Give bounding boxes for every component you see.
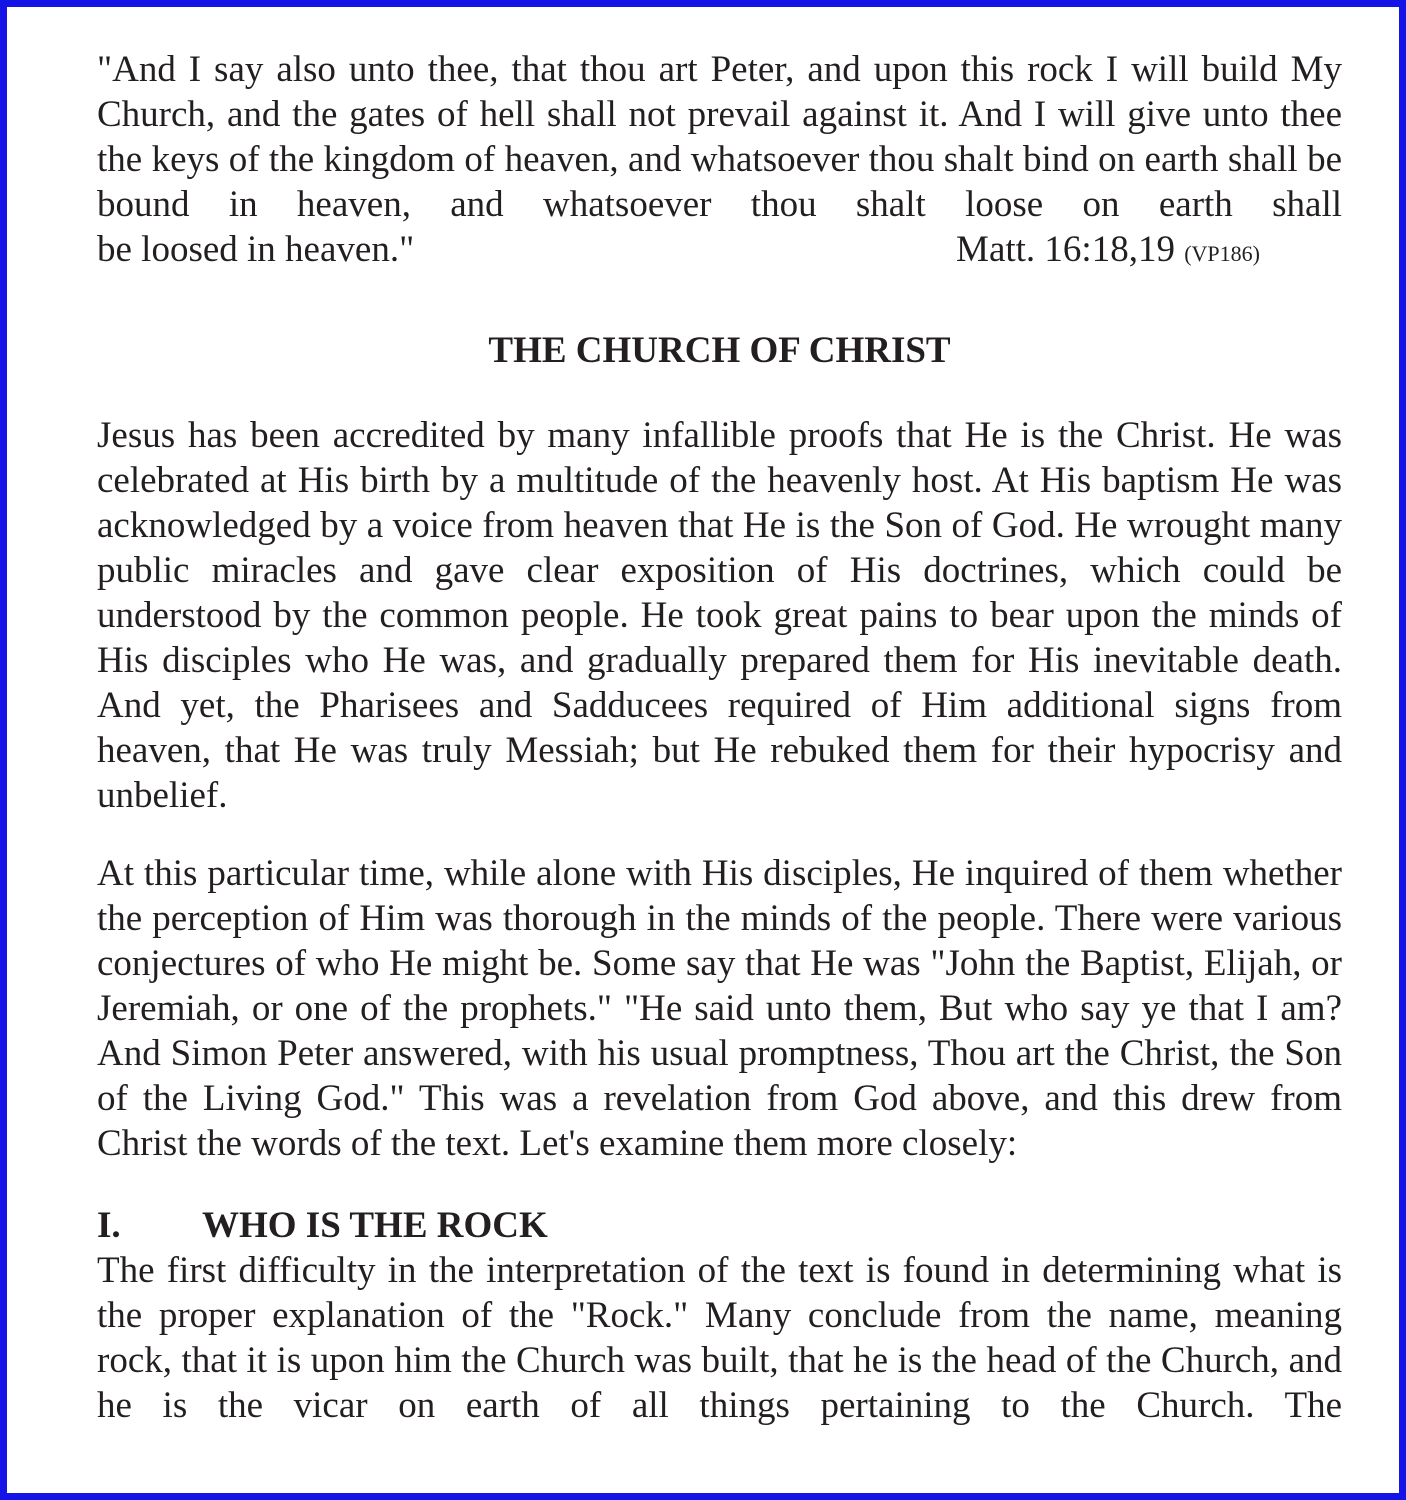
document-body [97, 47, 1342, 1428]
citation-ref: (VP186) [1184, 241, 1260, 266]
quote-ending: be loosed in heaven." [97, 229, 415, 270]
paragraph-gap [97, 818, 1342, 851]
quote-last-line [97, 227, 1342, 276]
paragraph-2: At this particular time, while alone with His disciples, He inquired of them whether the perception of Him was thorough in the minds of the people. There were various conjectures of who He might be. Some say that He was "John the Baptist, Elijah, or Jeremiah, or one of the prophets." "He said unto them, But who say ye that I am? And Simon Peter answered, with his usual promptness, Thou art the Christ, the Son of the Living God." This was a revelation from God above, and this drew from Christ the words of the text. Let's examine them more closely: [97, 853, 1342, 1164]
section-paragraph: The first difficulty in the interpretation of the text is found in determining what is the proper explanation of the "Rock." Many conclude from the name, meaning rock, that it is upon him the Church was built, that he is the head of the Church, and he is the vicar on earth of all things pertaining to the Church. The [97, 1250, 1342, 1426]
scripture-quote [97, 47, 1342, 276]
paragraph-1: Jesus has been accredited by many infallible proofs that He is the Christ. He was celebrated at His birth by a multitude of the heavenly host. At His baptism He was acknowledged by a voice from heaven that He is the Son of God. He wrought many public miracles and gave clear exposition of His doctrines, which could be understood by the common people. He took great pains to bear upon the minds of His disciples who He was, and gradually prepared them for His inevitable death. And yet, the Pharisees and Sadducees required of Him additional signs from heaven, that He was truly Messiah; but He rebuked them for their hypocrisy and unbelief. [97, 415, 1342, 816]
citation-verse: Matt. 16:18,19 [956, 229, 1175, 270]
citation [956, 227, 1342, 276]
page-title: THE CHURCH OF CHRIST [488, 330, 951, 371]
section-heading [97, 1203, 1342, 1248]
section-title: WHO IS THE ROCK [202, 1205, 548, 1246]
section-number: I. [97, 1205, 121, 1246]
quote-text: "And I say also unto thee, that thou art Peter, and upon this rock I will build My Church, and the gates of hell shall not prevail against it. And I will give unto thee the keys of the kingdom of heaven, and whatsoever thou shalt bind on earth shall be bound in heaven, and whatsoever thou shalt loose on earth shall [97, 49, 1342, 225]
